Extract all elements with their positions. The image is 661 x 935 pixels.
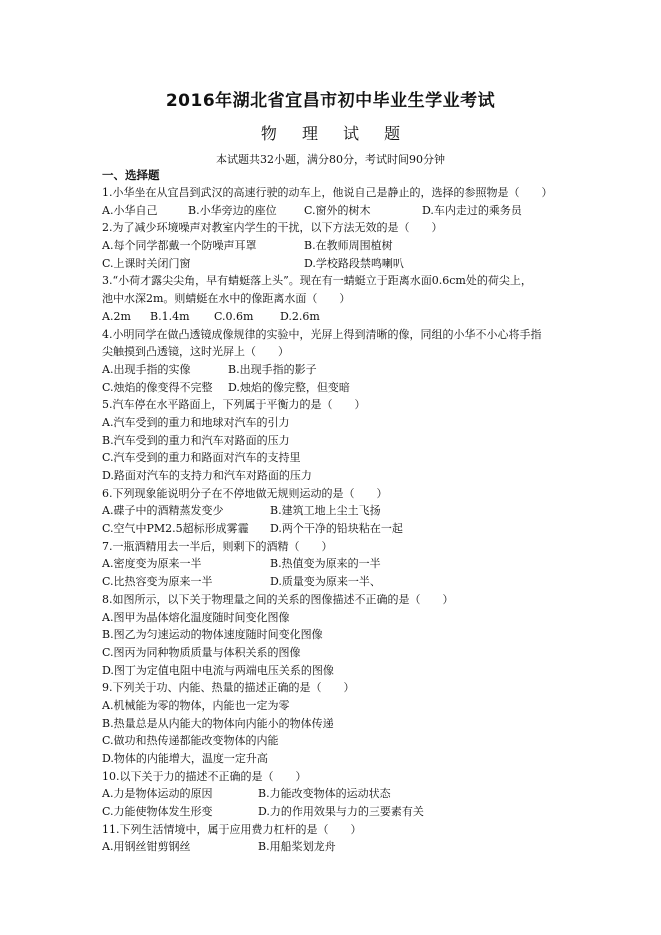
section-heading: 一、选择题 — [102, 168, 160, 182]
option-row — [102, 838, 572, 856]
option-c: C.空气中PM2.5超标形成雾霾 — [102, 522, 249, 536]
option-b: B.热量总是从内能大的物体向内能小的物体传递 — [102, 716, 334, 730]
exam-title: 2016年湖北省宜昌市初中毕业生学业考试 — [165, 91, 496, 111]
option-c: C.做功和热传递都能改变物体的内能 — [102, 734, 279, 748]
option-d: D.学校路段禁鸣喇叭 — [304, 256, 404, 270]
question-list — [102, 184, 572, 856]
option-row — [102, 308, 572, 326]
option-c: C.窗外的树木 — [304, 203, 371, 217]
question-stem: 7.一瓶酒精用去一半后，则剩下的酒精（ ） — [102, 539, 333, 553]
question-stem-continued: 池中水深2m。则蜻蜓在水中的像距离水面（ ） — [102, 292, 351, 306]
exam-note: 本试题共32小题，满分80分，考试时间90分钟 — [216, 153, 445, 166]
option-c: C.烛焰的像变得不完整 — [102, 380, 213, 394]
option-b: B.热值变为原来的一半 — [270, 557, 381, 571]
option-b: B.小华旁边的座位 — [188, 203, 277, 217]
option-b: B.图乙为匀速运动的物体速度随时间变化图像 — [102, 628, 323, 642]
option-a: A.汽车受到的重力和地球对汽车的引力 — [102, 415, 290, 429]
question-stem: 5.汽车停在水平路面上，下列属于平衡力的是（ ） — [102, 398, 366, 412]
option-d: D.车内走过的乘务员 — [422, 203, 522, 217]
option-b: B.1.4m — [150, 309, 190, 323]
question-stem: 11.下列生活情境中，属于应用费力杠杆的是（ ） — [102, 822, 362, 836]
option-a: A.密度变为原来一半 — [102, 557, 202, 571]
question-stem-continued: 尖触摸到凸透镜，这时光屏上（ ） — [102, 345, 289, 359]
option-c: C.上课时关闭门窗 — [102, 256, 191, 270]
option-b: B.建筑工地上尘土飞扬 — [270, 504, 381, 518]
option-row — [102, 785, 572, 803]
option-row — [102, 237, 572, 255]
option-b: B.力能改变物体的运动状态 — [258, 787, 391, 801]
question-stem: 9.下列关于功、内能、热量的描述正确的是（ ） — [102, 681, 355, 695]
option-c: C.汽车受到的重力和路面对汽车的支持里 — [102, 451, 301, 465]
option-a: A.机械能为零的物体，内能也一定为零 — [102, 698, 290, 712]
option-a: A.2m — [102, 309, 131, 323]
option-d: D.物体的内能增大，温度一定升高 — [102, 752, 268, 765]
option-row — [102, 573, 572, 591]
option-a: A.用钢丝钳剪钢丝 — [102, 840, 191, 854]
exam-subtitle: 物 理 试 题 — [260, 124, 411, 143]
question-stem: 6.下列现象能说明分子在不停地做无规则运动的是（ ） — [102, 486, 388, 500]
question-stem: 1.小华坐在从宜昌到武汉的高速行驶的动车上，他说自己是静止的，选择的参照物是（ ） — [102, 186, 553, 199]
option-c: C.0.6m — [214, 309, 254, 323]
option-c: C.力能使物体发生形变 — [102, 805, 213, 819]
option-b: B.在教师周围植树 — [304, 239, 393, 253]
question-stem: 3.“小荷才露尖尖角，早有蜻蜓落上头”。现在有一蜻蜓立于距离水面0.6cm处的荷尖上， — [102, 274, 532, 288]
option-a: A.图甲为晶体熔化温度随时间变化图像 — [102, 610, 290, 624]
option-b: B.用船桨划龙舟 — [258, 840, 336, 854]
option-a: A.出现手指的实像 — [102, 362, 191, 376]
option-b: B.出现手指的影子 — [228, 362, 317, 376]
option-b: B.汽车受到的重力和汽车对路面的压力 — [102, 433, 290, 447]
option-c: C.图丙为同种物质质量与体积关系的图像 — [102, 645, 301, 659]
question-stem: 2.为了减少环境噪声对教室内学生的干扰，以下方法无效的是（ ） — [102, 221, 443, 235]
option-a: A.力是物体运动的原因 — [102, 787, 213, 801]
option-d: D.图丁为定值电阻中电流与两端电压关系的图像 — [102, 663, 334, 677]
option-row — [102, 520, 572, 538]
option-row — [102, 803, 572, 821]
option-d: D.2.6m — [280, 309, 320, 323]
option-row — [102, 379, 572, 397]
option-d: D.两个干净的铅块粘在一起 — [270, 522, 403, 536]
option-row — [102, 502, 572, 520]
question-stem: 10.以下关于力的描述不正确的是（ ） — [102, 769, 307, 783]
option-c: C.比热容变为原来一半 — [102, 575, 213, 589]
option-d: D.力的作用效果与力的三要素有关 — [258, 805, 424, 819]
option-a: A.碟子中的酒精蒸发变少 — [102, 504, 224, 518]
option-row — [102, 555, 572, 573]
question-stem: 8.如图所示，以下关于物理量之间的关系的图像描述不正确的是（ ） — [102, 592, 454, 606]
option-a: A.小华自己 — [102, 203, 158, 217]
option-row — [102, 202, 572, 220]
option-a: A.每个同学都戴一个防噪声耳罩 — [102, 239, 257, 253]
option-d: D.质量变为原来一半、 — [270, 575, 381, 589]
option-d: D.烛焰的像完整，但变暗 — [228, 380, 350, 394]
option-d: D.路面对汽车的支持力和汽车对路面的压力 — [102, 469, 312, 482]
option-row — [102, 361, 572, 379]
question-stem: 4.小明同学在做凸透镜成像规律的实验中，光屏上得到清晰的像，同组的小华不小心将手指 — [102, 327, 542, 341]
option-row — [102, 255, 572, 273]
